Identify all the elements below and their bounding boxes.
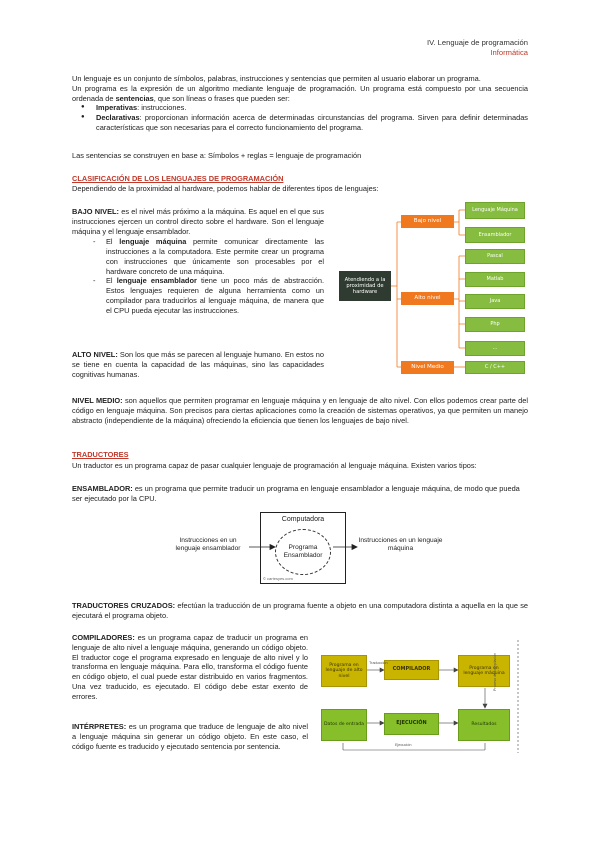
compiler-target-program: Programa en lenguaje máquina xyxy=(458,655,510,687)
list-item: - El lenguaje ensamblador tiene un poco más de abstracción. Estos lenguajes requieren de alguna herramienta como un compilador para traducirlos al lenguaje máquina, de manera que el CPU pueda ejecutar las instrucciones. xyxy=(89,276,324,315)
tree-leaf-c: C / C++ xyxy=(465,361,525,374)
alto-nivel-paragraph: ALTO NIVEL: Son los que más se parecen al lenguaje humano. En estos no se tiene en cuenta la capacidad de las máquinas, sino las capacidades cognitivas humanas. xyxy=(72,350,324,379)
traductores-intro: Un traductor es un programa capaz de pasar cualquier lenguaje de programación al lenguaje máquina. Existen varios tipos: xyxy=(72,461,477,470)
tree-level-medio: Nivel Medio xyxy=(401,361,454,374)
compiladores-paragraph: COMPILADORES: es un programa capaz de traducir un programa en lenguaje de alto nivel a lenguaje máquina, generando un código objeto. El traductor coge el programa expresado en lenguaje de alto nivel y lo transforma en lenguaje máquina. Para ello, transforma el código fuente en código objeto, el cual puede estar distribuido en varios fragmentos. Una vez traducido, es ejecutado. El código debe estar exento de errores. xyxy=(72,633,308,701)
tree-leaf-lenguaje-maquina: Lenguaje Máquina xyxy=(465,202,525,219)
tree-level-bajo: Bajo nivel xyxy=(401,215,454,228)
tree-leaf-more: ... xyxy=(465,341,525,356)
nivel-medio-paragraph: NIVEL MEDIO: son aquellos que permiten programar en lenguaje máquina y en lenguaje de alto nivel. Con ellos podemos crear parte del código en lenguaje máquina. Son precisos para ciertas aplicaciones como la creación de sistemas operativos, ya que permiten un manejo abstracto (independiente de la máquina) ofreciendo la eficiencia que tienen los lenguajes de bajo nivel. xyxy=(72,396,529,425)
list-item: - El lenguaje máquina permite comunicar directamente las instrucciones a la computadora. Este permite crear un programa con instrucciones que únicamente son procesables por el hardware concreto de una máquina. xyxy=(89,237,324,276)
intro-paragraph-3: Las sentencias se construyen en base a: Símbolos + reglas = lenguaje de programación xyxy=(72,151,362,160)
bajo-nivel-list xyxy=(89,237,324,315)
computer-box-title: Computadora xyxy=(281,516,325,523)
tree-leaf-matlab: Matlab xyxy=(465,272,525,287)
bajo-nivel-block xyxy=(72,207,324,315)
assembler-diagram xyxy=(168,510,443,586)
interpretes-paragraph: INTÉRPRETES: es un programa que traduce de lenguaje de alto nivel a lenguaje máquina sin generar un código objeto. En este caso, el código fuente es traducido y ejecutado sentencia por sentencia. xyxy=(72,722,308,751)
assembler-output-label: Instrucciones en un lenguaje máquina xyxy=(358,537,443,552)
compiler-execution: EJECUCIÓN xyxy=(384,713,439,735)
header-subtitle: Informática xyxy=(490,48,528,57)
intro-paragraph-2: Un programa es la expresión de un algoritmo mediante lenguaje de programación. Un programa está compuesto por una secuencia ordenada de sentencias, que son líneas o frases que pueden ser: xyxy=(72,83,528,103)
clasificacion-intro: Dependiendo de la proximidad al hardware, podemos hablar de diferentes tipos de lenguajes: xyxy=(72,184,379,193)
compiler-results: Resultados xyxy=(458,709,510,741)
tree-leaf-pascal: Pascal xyxy=(465,249,525,264)
intro-paragraph-1: Un lenguaje es un conjunto de símbolos, palabras, instrucciones y sentencias que permiten al usuario elaborar un programa. xyxy=(72,74,481,83)
tree-leaf-ensamblador: Ensamblador xyxy=(465,227,525,243)
language-levels-diagram xyxy=(339,201,529,377)
compiler-source-program: Programa en lenguaje de alto nivel xyxy=(321,655,367,687)
tree-leaf-php: Php xyxy=(465,317,525,332)
tree-leaf-java: Java xyxy=(465,294,525,309)
compiler-arrow-label-top: Traducción xyxy=(369,661,388,665)
header-title: IV. Lenguaje de programación xyxy=(426,38,528,47)
bajo-nivel-paragraph: BAJO NIVEL: es el nivel más próximo a la máquina. Es aquel en el que sus instrucciones ejercen un control directo sobre el hardware. Son el lenguaje máquina y el lenguaje ensamblador. xyxy=(72,207,324,236)
tree-level-alto: Alto nivel xyxy=(401,292,454,305)
assembler-credit: © cartesyes.com xyxy=(263,576,293,581)
compiler-input-data: Datos de entrada xyxy=(321,709,367,741)
compiler-diagram xyxy=(315,635,527,757)
intro-section xyxy=(72,74,528,133)
assembler-arrows xyxy=(168,510,443,586)
compiler-side-label: Proceso de compilación xyxy=(493,652,497,691)
assembler-program-circle: Programa Ensamblador xyxy=(275,529,331,575)
compiler-box: COMPILADOR xyxy=(384,660,439,680)
cruzados-paragraph: TRADUCTORES CRUZADOS: efectúan la traducción de un programa fuente a objeto en una computadora distinta a aquella en la que se ejecutará el programa objeto. xyxy=(72,601,529,620)
list-item: ● Imperativas: instrucciones. xyxy=(79,103,528,113)
traductores-heading: TRADUCTORES xyxy=(72,450,129,459)
tree-root: Atendiendo a la proximidad de hardware xyxy=(339,271,391,301)
clasificacion-heading: CLASIFICACIÓN DE LOS LENGUAJES DE PROGRAMACIÓN xyxy=(72,174,284,183)
compiler-arrow-label-bottom: Ejecución xyxy=(395,743,412,747)
assembler-input-label: Instrucciones en un lenguaje ensamblador xyxy=(175,537,241,552)
ensamblador-paragraph: ENSAMBLADOR: es un programa que permite traducir un programa en lenguaje ensamblador a lenguaje máquina, de modo que pueda ser ejecutado por la CPU. xyxy=(72,484,520,503)
list-item: ● Declarativas: proporcionan información acerca de determinadas circunstancias del programa. Sirven para definir determinadas características que son necesarias para el correcto funcionamiento del programa. xyxy=(79,113,528,133)
sentence-types-list xyxy=(79,103,528,132)
